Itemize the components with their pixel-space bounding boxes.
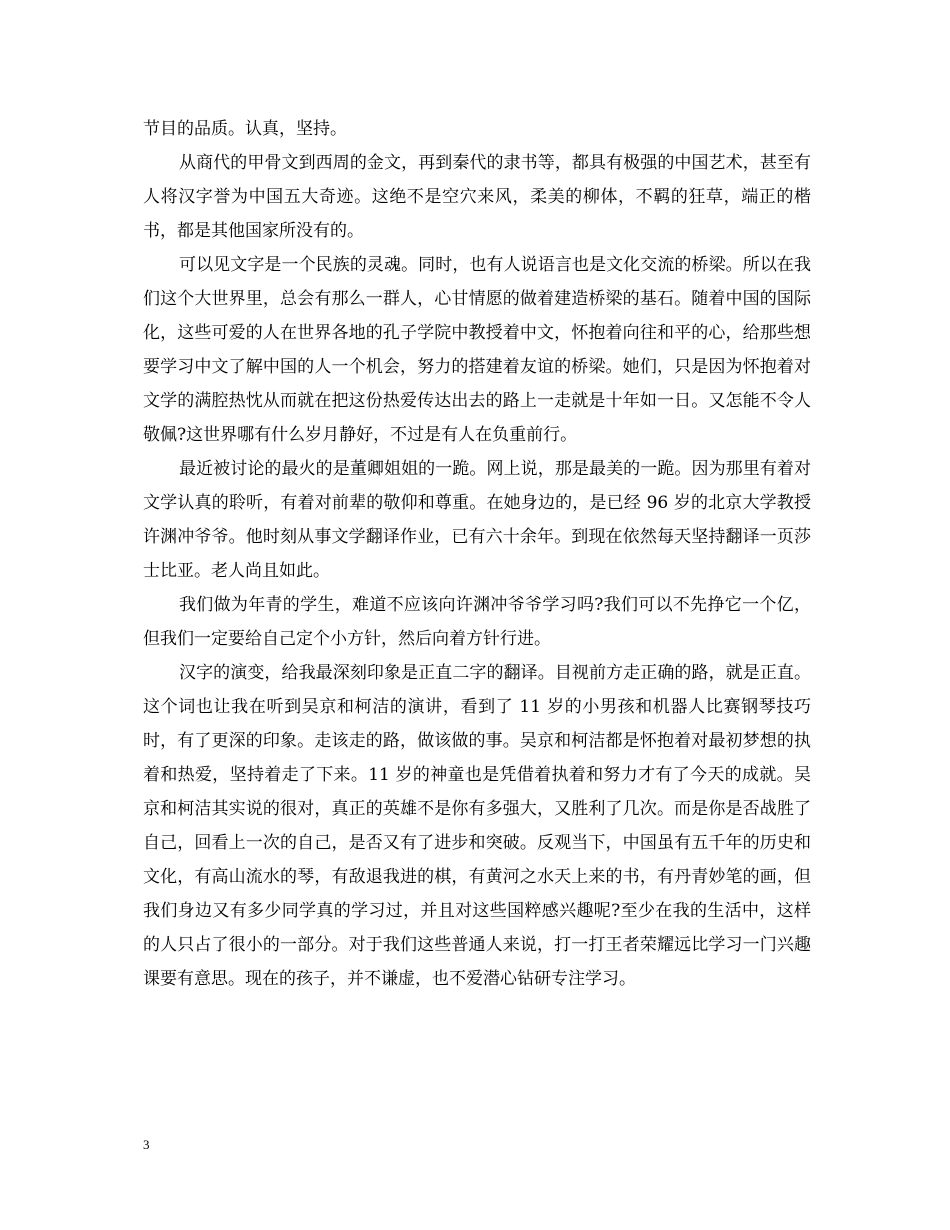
paragraph: 汉字的演变，给我最深刻印象是正直二字的翻译。目视前方走正确的路，就是正直。这个词也让我在听到吴京和柯洁的演讲，看到了 11 岁的小男孩和机器人比赛钢琴技巧时，有了更深的印象。走该走的路，做该做的事。吴京和柯洁都是怀抱着对最初梦想的执着和热爱，坚持着走了下来。11 岁的神童也是凭借着执着和努力才有了今天的成就。吴京和柯洁其实说的很对，真正的英雄不是你有多强大，又胜利了几次。而是你是否战胜了自己，回看上一次的自己，是否又有了进步和突破。反观当下，中国虽有五千年的历史和文化，有高山流水的琴，有敌退我进的棋，有黄河之水天上来的书，有丹青妙笔的画，但我们身边又有多少同学真的学习过，并且对这些国粹感兴趣呢?至少在我的生活中，这样的人只占了很小的一部分。对于我们这些普通人来说，打一打王者荣耀远比学习一门兴趣课要有意思。现在的孩子，并不谦虚，也不爱潜心钻研专注学习。 xyxy=(143,663,811,989)
paragraph-continuation: 节目的品质。认真，坚持。 xyxy=(143,119,347,139)
body-text xyxy=(143,112,811,996)
paragraph: 从商代的甲骨文到西周的金文，再到秦代的隶书等，都具有极强的中国艺术，甚至有人将汉字誉为中国五大奇迹。这绝不是空穴来风，柔美的柳体，不羁的狂草，端正的楷书，都是其他国家所没有的。 xyxy=(143,153,811,241)
page-number: 3 xyxy=(143,1137,150,1152)
paragraph: 我们做为年青的学生，难道不应该向许渊冲爷爷学习吗?我们可以不先挣它一个亿，但我们一定要给自己定个小方针，然后向着方针行进。 xyxy=(143,595,811,649)
paragraph: 最近被讨论的最火的是董卿姐姐的一跪。网上说，那是最美的一跪。因为那里有着对文学认真的聆听，有着对前辈的敬仰和尊重。在她身边的，是已经 96 岁的北京大学教授许渊冲爷爷。他时刻从事文学翻译作业，已有六十余年。到现在依然每天坚持翻译一页莎士比亚。老人尚且如此。 xyxy=(143,459,811,581)
paragraph: 可以见文字是一个民族的灵魂。同时，也有人说语言也是文化交流的桥梁。所以在我们这个大世界里，总会有那么一群人，心甘情愿的做着建造桥梁的基石。随着中国的国际化，这些可爱的人在世界各地的孔子学院中教授着中文，怀抱着向往和平的心，给那些想要学习中文了解中国的人一个机会，努力的搭建着友谊的桥梁。她们，只是因为怀抱着对文学的满腔热忱从而就在把这份热爱传达出去的路上一走就是十年如一日。又怎能不令人敬佩?这世界哪有什么岁月静好，不过是有人在负重前行。 xyxy=(143,255,811,445)
